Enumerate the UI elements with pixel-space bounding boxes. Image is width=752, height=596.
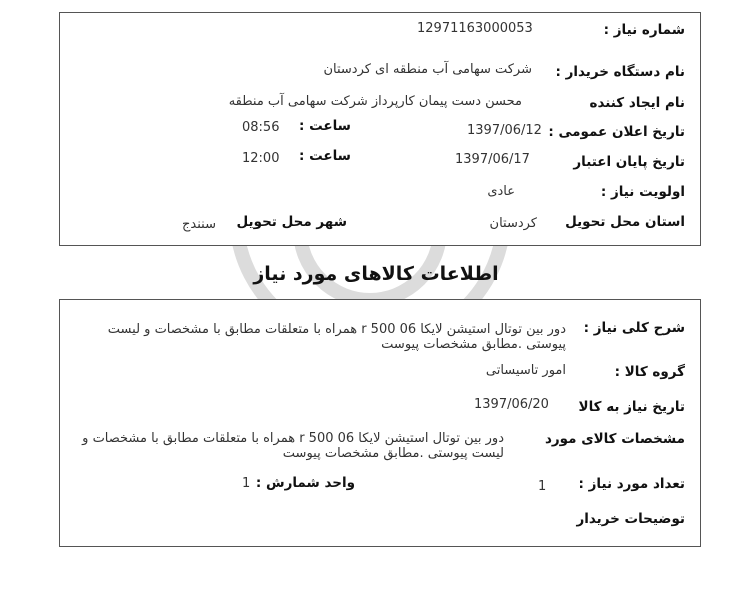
need-date-label: تاریخ نیاز به کالا [578, 399, 685, 415]
province-label: استان محل تحویل [565, 214, 685, 230]
priority-label: اولویت نیاز : [600, 184, 685, 200]
province-value: کردستان [489, 216, 537, 231]
quantity-value: 1 [538, 479, 547, 494]
announce-date-value: 1397/06/12 [467, 123, 542, 138]
validity-date-label: تاریخ پایان اعتبار [573, 154, 685, 170]
announce-date-label: تاریخ اعلان عمومی : [548, 124, 685, 140]
city-label: شهر محل تحویل [236, 214, 347, 230]
unit-value: 1 [242, 476, 251, 491]
validity-time-label: ساعت : [299, 148, 351, 164]
specs-value: دور بین توتال استیشن لایکا r 500 06 همراه با متعلقات مطابق با مشخصات و لیست پیوستی .مطابق مشخصات پیوست [82, 431, 504, 461]
buyer-org-label: نام دستگاه خریدار : [555, 64, 685, 80]
goods-group-label: گروه کالا : [614, 364, 685, 380]
need-number-value: 12971163000053 [417, 21, 533, 36]
need-date-value: 1397/06/20 [474, 397, 549, 412]
city-value: سنندج [182, 217, 216, 232]
announce-time-value: 08:56 [242, 120, 280, 135]
creator-label: نام ایجاد کننده [589, 95, 685, 111]
section-title: اطلاعات کالاهای مورد نیاز [253, 263, 499, 285]
goods-group-value: امور تاسیساتی [485, 363, 566, 378]
quantity-label: تعداد مورد نیاز : [578, 476, 685, 492]
buyer-notes-label: توضیحات خریدار [576, 511, 685, 527]
validity-date-value: 1397/06/17 [455, 152, 530, 167]
priority-value: عادی [487, 184, 515, 199]
announce-time-label: ساعت : [299, 118, 351, 134]
general-desc-value: دور بین توتال استیشن لایکا r 500 06 همراه با متعلقات مطابق با مشخصات و لیست پیوستی .مطابق مشخصات پیوست [107, 322, 566, 352]
general-desc-label: شرح کلی نیاز : [583, 320, 685, 336]
unit-label: واحد شمارش : [255, 475, 355, 491]
validity-time-value: 12:00 [242, 151, 280, 166]
buyer-org-value: شرکت سهامی آب منطقه ای کردستان [323, 62, 532, 77]
creator-value: محسن دست پیمان کارپرداز شرکت سهامی آب منطقه [228, 94, 522, 109]
specs-label: مشخصات کالای مورد [544, 431, 685, 447]
need-number-label: شماره نیاز : [603, 22, 685, 38]
